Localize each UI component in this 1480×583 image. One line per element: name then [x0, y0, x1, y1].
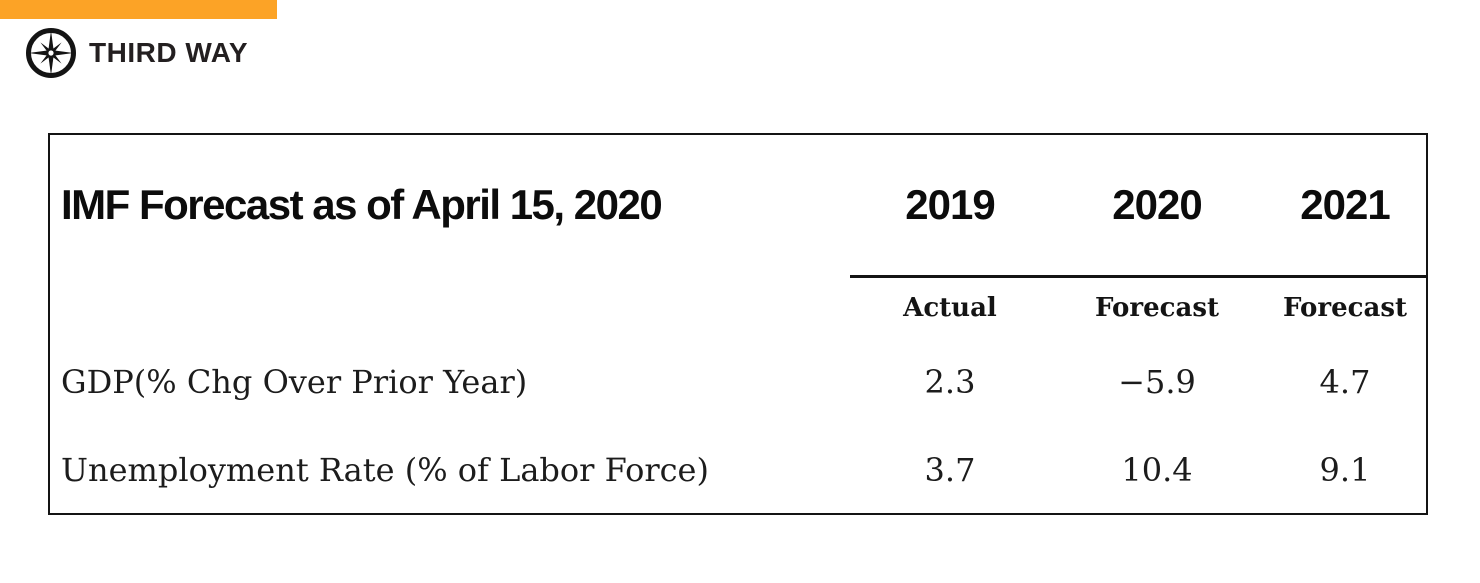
subheader-forecast-2021: Forecast [1283, 293, 1407, 323]
year-header-2021: 2021 [1300, 181, 1390, 228]
table-subheader-row [50, 278, 1426, 338]
cell-unemployment-2019: 3.7 [924, 450, 976, 489]
table-title: IMF Forecast as of April 15, 2020 [61, 181, 662, 228]
cell-unemployment-2020: 10.4 [1121, 450, 1193, 489]
cell-gdp-2019: 2.3 [924, 363, 976, 401]
forecast-table [48, 133, 1428, 515]
table-header-row [50, 135, 1426, 275]
accent-bar [0, 0, 277, 19]
brand-logo [25, 27, 248, 79]
year-header-2020: 2020 [1112, 181, 1202, 228]
cell-gdp-2020: −5.9 [1118, 363, 1196, 401]
row-label-gdp: GDP(% Chg Over Prior Year) [61, 363, 528, 401]
table-row [50, 426, 1426, 513]
row-label-unemployment: Unemployment Rate (% of Labor Force) [61, 450, 709, 489]
subheader-forecast-2020: Forecast [1095, 293, 1219, 323]
compass-icon [25, 27, 77, 79]
table-row [50, 338, 1426, 426]
cell-gdp-2021: 4.7 [1319, 363, 1371, 401]
year-header-2019: 2019 [905, 181, 995, 228]
brand-name: THIRD WAY [89, 37, 249, 68]
subheader-actual: Actual [903, 293, 997, 323]
cell-unemployment-2021: 9.1 [1319, 450, 1371, 489]
